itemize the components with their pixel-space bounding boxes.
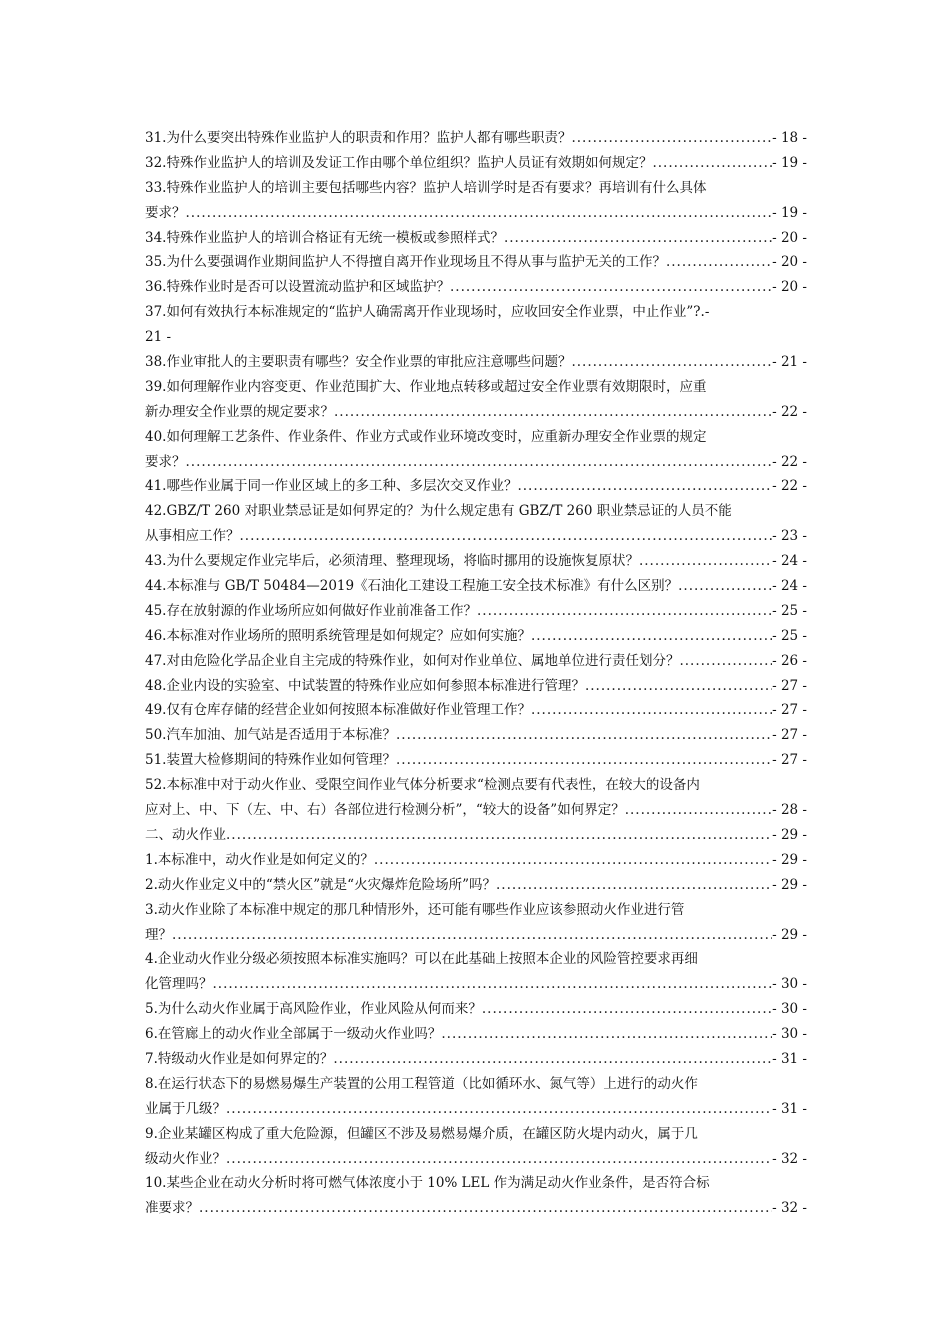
toc-entry[interactable] [145, 1122, 807, 1172]
toc-leader-dots [240, 524, 773, 549]
toc-page-number: - 24 - [772, 553, 807, 570]
toc-page-number: - 27 - [772, 752, 807, 769]
toc-leader-dots [186, 201, 773, 226]
toc-entry[interactable] [145, 947, 807, 997]
toc-entry-text: 42.GBZ/T 260 对职业禁忌证是如何界定的？为什么规定患有 GBZ/T 260 职业禁忌证的人员不能 [145, 503, 732, 520]
toc-entry-text: 50.汽车加油、加气站是否适用于本标准？ [145, 727, 396, 744]
toc-entry-last-line [145, 250, 807, 275]
toc-leader-dots [639, 549, 772, 574]
toc-entry-text: 51.装置大检修期间的特殊作业如何管理？ [145, 752, 396, 769]
toc-entry-text: 33.特殊作业监护人的培训主要包括哪些内容？监护人培训学时是否有要求？再培训有什么具体 [145, 179, 707, 196]
toc-entry[interactable] [145, 275, 807, 300]
toc-entry-text: 10.某些企业在动火分析时将可燃气体浓度小于 10% LEL 作为满足动火作业条件，是否符合标 [145, 1175, 710, 1192]
toc-leader-dots [652, 151, 772, 176]
toc-leader-dots [678, 574, 772, 599]
toc-entry[interactable] [145, 549, 807, 574]
toc-entry[interactable] [145, 873, 807, 898]
toc-entry-text: 35.为什么要强调作业期间监护人不得擅自离开作业现场且不得从事与监护无关的工作？ [145, 254, 666, 271]
toc-entry-last-line [145, 624, 807, 649]
toc-entry-last-line [145, 126, 807, 151]
toc-entry-text: 46.本标准对作业场所的照明系统管理是如何规定？应如何实施？ [145, 627, 531, 644]
toc-leader-dots [226, 1147, 772, 1172]
toc-entry-text: 9.企业某罐区构成了重大危险源，但罐区不涉及易燃易爆介质，在罐区防火堤内动火，属于几 [145, 1125, 698, 1142]
toc-leader-dots [666, 250, 772, 275]
toc-leader-dots [571, 350, 772, 375]
toc-entry-text: 41.哪些作业属于同一作业区域上的多工种、多层次交叉作业？ [145, 478, 518, 495]
toc-entry-text: 从事相应工作？ [145, 528, 240, 545]
toc-entry-text: 业属于几级？ [145, 1100, 226, 1117]
toc-entry[interactable] [145, 649, 807, 674]
toc-entry-last-line [145, 848, 807, 873]
toc-entry-last-line [145, 698, 807, 723]
toc-leader-dots [226, 823, 772, 848]
toc-entry-text: 38.作业审批人的主要职责有哪些？安全作业票的审批应注意哪些问题？ [145, 354, 572, 371]
toc-entry-last-line [145, 599, 807, 624]
toc-entry-last-line [145, 300, 807, 325]
toc-leader-dots [186, 450, 773, 475]
toc-page-number: - 30 - [772, 1001, 807, 1018]
toc-page-number: - 21 - [772, 354, 807, 371]
toc-entry[interactable] [145, 848, 807, 873]
toc-page-number: - 29 - [772, 876, 807, 893]
toc-entry-text: 43.为什么要规定作业完毕后，必须清理、整理现场，将临时挪用的设施恢复原状？ [145, 553, 639, 570]
toc-entry-last-line [145, 1047, 807, 1072]
toc-entry[interactable] [145, 176, 807, 226]
toc-leader-dots [679, 649, 772, 674]
toc-leader-dots [531, 624, 772, 649]
toc-entry-last-line [145, 823, 807, 848]
toc-leader-dots [517, 474, 772, 499]
toc-entry[interactable] [145, 748, 807, 773]
toc-page-number: - 23 - [772, 528, 807, 545]
toc-page-number: - 27 - [772, 702, 807, 719]
toc-leader-dots [226, 1097, 772, 1122]
toc-leader-dots [396, 723, 772, 748]
toc-entry-text: 32.特殊作业监护人的培训及发证工作由哪个单位组织？监护人员证有效期如何规定？ [145, 154, 653, 171]
toc-leader-dots [571, 126, 772, 151]
toc-leader-dots [374, 848, 772, 873]
toc-entry[interactable] [145, 773, 807, 823]
toc-entry-last-line [145, 151, 807, 176]
toc-entry[interactable] [145, 823, 807, 848]
toc-page-number: - 20 - [772, 279, 807, 296]
toc-page-number: - 29 - [772, 926, 807, 943]
toc-entry-last-line [145, 400, 807, 425]
toc-page-number: - 20 - [772, 229, 807, 246]
toc-entry-last-line [145, 524, 807, 549]
toc-entry[interactable] [145, 1072, 807, 1122]
toc-page-number: - 24 - [772, 578, 807, 595]
toc-leader-dots [504, 226, 772, 251]
toc-entry[interactable] [145, 250, 807, 275]
toc-leader-dots [334, 400, 772, 425]
toc-entry[interactable] [145, 723, 807, 748]
toc-entry-text: 要求？ [145, 204, 186, 221]
toc-leader-dots [441, 1022, 772, 1047]
toc-entry[interactable] [145, 226, 807, 251]
toc-entry[interactable] [145, 624, 807, 649]
toc-page-number: - 29 - [772, 826, 807, 843]
toc-entry-text: 2.动火作业定义中的“禁火区”就是“火灾爆炸危险场所”吗？ [145, 876, 496, 893]
toc-leader-dots [396, 748, 772, 773]
toc-entry-text: 8.在运行状态下的易燃易爆生产装置的公用工程管道（比如循环水、氮气等）上进行的动火作 [145, 1075, 698, 1092]
toc-entry-text: 6.在管廊上的动火作业全部属于一级动火作业吗？ [145, 1026, 442, 1043]
toc-page-number: - 22 - [772, 478, 807, 495]
toc-entry[interactable] [145, 1022, 807, 1047]
toc-entry-last-line [145, 997, 807, 1022]
toc-entry-text: 二、动火作业 [145, 826, 226, 843]
toc-entry-text: 34.特殊作业监护人的培训合格证有无统一模板或参照样式？ [145, 229, 504, 246]
toc-entry-last-line [145, 674, 807, 699]
toc-entry-text: 49.仅有仓库存储的经营企业如何按照本标准做好作业管理工作？ [145, 702, 531, 719]
toc-entry-text: 新办理安全作业票的规定要求？ [145, 403, 334, 420]
toc-entry-last-line [145, 226, 807, 251]
toc-leader-dots [172, 923, 772, 948]
toc-page-number-continued: 21 - [145, 329, 172, 346]
toc-leader-dots [477, 599, 772, 624]
toc-entry-last-line [145, 723, 807, 748]
toc-page-number: - 32 - [772, 1200, 807, 1217]
toc-entry[interactable] [145, 599, 807, 624]
toc-leader-dots [450, 275, 772, 300]
toc-entry-text: 48.企业内设的实验室、中试装置的特殊作业应如何参照本标准进行管理？ [145, 677, 585, 694]
toc-page-number: - 31 - [772, 1100, 807, 1117]
toc-entry[interactable] [145, 474, 807, 499]
toc-entry-last-line [145, 873, 807, 898]
toc-leader-dots [482, 997, 772, 1022]
toc-entry-text: 39.如何理解作业内容变更、作业范围扩大、作业地点转移或超过安全作业票有效期限时，应重 [145, 378, 707, 395]
toc-leader-dots [199, 1196, 772, 1221]
toc-entry-last-line [145, 748, 807, 773]
toc-entry-last-line [145, 201, 807, 226]
toc-page-number: - 25 - [772, 627, 807, 644]
toc-entry[interactable] [145, 151, 807, 176]
toc-leader-dots [625, 798, 772, 823]
toc-entry[interactable] [145, 898, 807, 948]
toc-entry-text: 理？ [145, 926, 172, 943]
toc-entry-last-line [145, 1097, 807, 1122]
toc-leader-dots [496, 873, 772, 898]
toc-page-number: - 22 - [772, 403, 807, 420]
toc-page-number: - 20 - [772, 254, 807, 271]
toc-entry[interactable] [145, 425, 807, 475]
toc-entry-last-line [145, 1196, 807, 1221]
toc-entry[interactable] [145, 574, 807, 599]
toc-entry[interactable] [145, 350, 807, 375]
toc-leader-dots [585, 674, 772, 699]
toc-entry-text: 准要求？ [145, 1200, 199, 1217]
toc-page-number: - 30 - [772, 976, 807, 993]
toc-page-number: - 29 - [772, 851, 807, 868]
toc-entry[interactable] [145, 375, 807, 425]
toc-entry-text: 5.为什么动火作业属于高风险作业，作业风险从何而来？ [145, 1001, 482, 1018]
toc-entry-last-line [145, 923, 807, 948]
toc-page-number: - [704, 304, 710, 321]
toc-leader-dots [531, 698, 772, 723]
toc-page-number: - 18 - [772, 130, 807, 146]
toc-page-number: - 30 - [772, 1026, 807, 1043]
toc-page-number: - 31 - [772, 1050, 807, 1067]
toc-entry-text: 40.如何理解工艺条件、作业条件、作业方式或作业环境改变时，应重新办理安全作业票的规定 [145, 428, 707, 445]
toc-entry[interactable] [145, 126, 807, 151]
toc-entry-last-line [145, 549, 807, 574]
toc-page-number: - 26 - [772, 652, 807, 669]
toc-entry-text: 3.动火作业除了本标准中规定的那几种情形外，还可能有哪些作业应该参照动火作业进行管 [145, 901, 685, 918]
toc-entry[interactable] [145, 1171, 807, 1221]
toc-entry-last-line [145, 350, 807, 375]
toc-page-number: - 28 - [772, 802, 807, 819]
toc-entry-last-line [145, 1022, 807, 1047]
toc-leader-dots [333, 1047, 772, 1072]
toc-entry-last-line [145, 450, 807, 475]
table-of-contents [145, 126, 807, 1221]
toc-page-number: - 32 - [772, 1150, 807, 1167]
toc-entry-text: 1.本标准中，动火作业是如何定义的？ [145, 851, 374, 868]
toc-entry-last-line [145, 798, 807, 823]
toc-entry-text: 52.本标准中对于动火作业、受限空间作业气体分析要求“检测点要有代表性，在较大的设备内 [145, 777, 700, 794]
toc-page-number: - 27 - [772, 677, 807, 694]
toc-entry[interactable] [145, 499, 807, 549]
toc-page-number: - 27 - [772, 727, 807, 744]
toc-entry-text: 31.为什么要突出特殊作业监护人的职责和作用？监护人都有哪些职责？ [145, 130, 572, 146]
toc-entry-text: 化管理吗？ [145, 976, 213, 993]
toc-entry-text: 要求？ [145, 453, 186, 470]
toc-entry-last-line [145, 474, 807, 499]
toc-entry[interactable] [145, 698, 807, 723]
toc-page-number: - 22 - [772, 453, 807, 470]
toc-entry-last-line [145, 972, 807, 997]
toc-page-number: - 19 - [772, 154, 807, 171]
toc-entry-text: 37.如何有效执行本标准规定的“监护人确需离开作业现场时，应收回安全作业票，中止作业”?. [145, 304, 705, 321]
toc-entry-text: 应对上、中、下（左、中、右）各部位进行检测分析”，“较大的设备”如何界定？ [145, 802, 625, 819]
toc-entry-last-line [145, 574, 807, 599]
toc-entry-last-line [145, 275, 807, 300]
toc-entry[interactable] [145, 300, 807, 350]
toc-entry-last-line [145, 1147, 807, 1172]
toc-entry[interactable] [145, 674, 807, 699]
toc-entry-last-line [145, 649, 807, 674]
toc-entry[interactable] [145, 997, 807, 1022]
toc-page-number: - 19 - [772, 204, 807, 221]
toc-entry-text: 4.企业动火作业分级必须按照本标准实施吗？可以在此基础上按照本企业的风险管控要求再细 [145, 951, 698, 968]
toc-page-number: - 25 - [772, 602, 807, 619]
toc-entry-text: 36.特殊作业时是否可以设置流动监护和区域监护？ [145, 279, 450, 296]
toc-entry-text: 7.特级动火作业是如何界定的？ [145, 1050, 334, 1067]
toc-entry-text: 45.存在放射源的作业场所应如何做好作业前准备工作？ [145, 602, 477, 619]
toc-entry[interactable] [145, 1047, 807, 1072]
toc-entry-text: 44.本标准与 GB/T 50484—2019《石油化工建设工程施工安全技术标准》有什么区别？ [145, 578, 679, 595]
toc-leader-dots [213, 972, 773, 997]
toc-entry-text: 47.对由危险化学品企业自主完成的特殊作业，如何对作业单位、属地单位进行责任划分？ [145, 652, 680, 669]
toc-entry-text: 级动火作业？ [145, 1150, 226, 1167]
